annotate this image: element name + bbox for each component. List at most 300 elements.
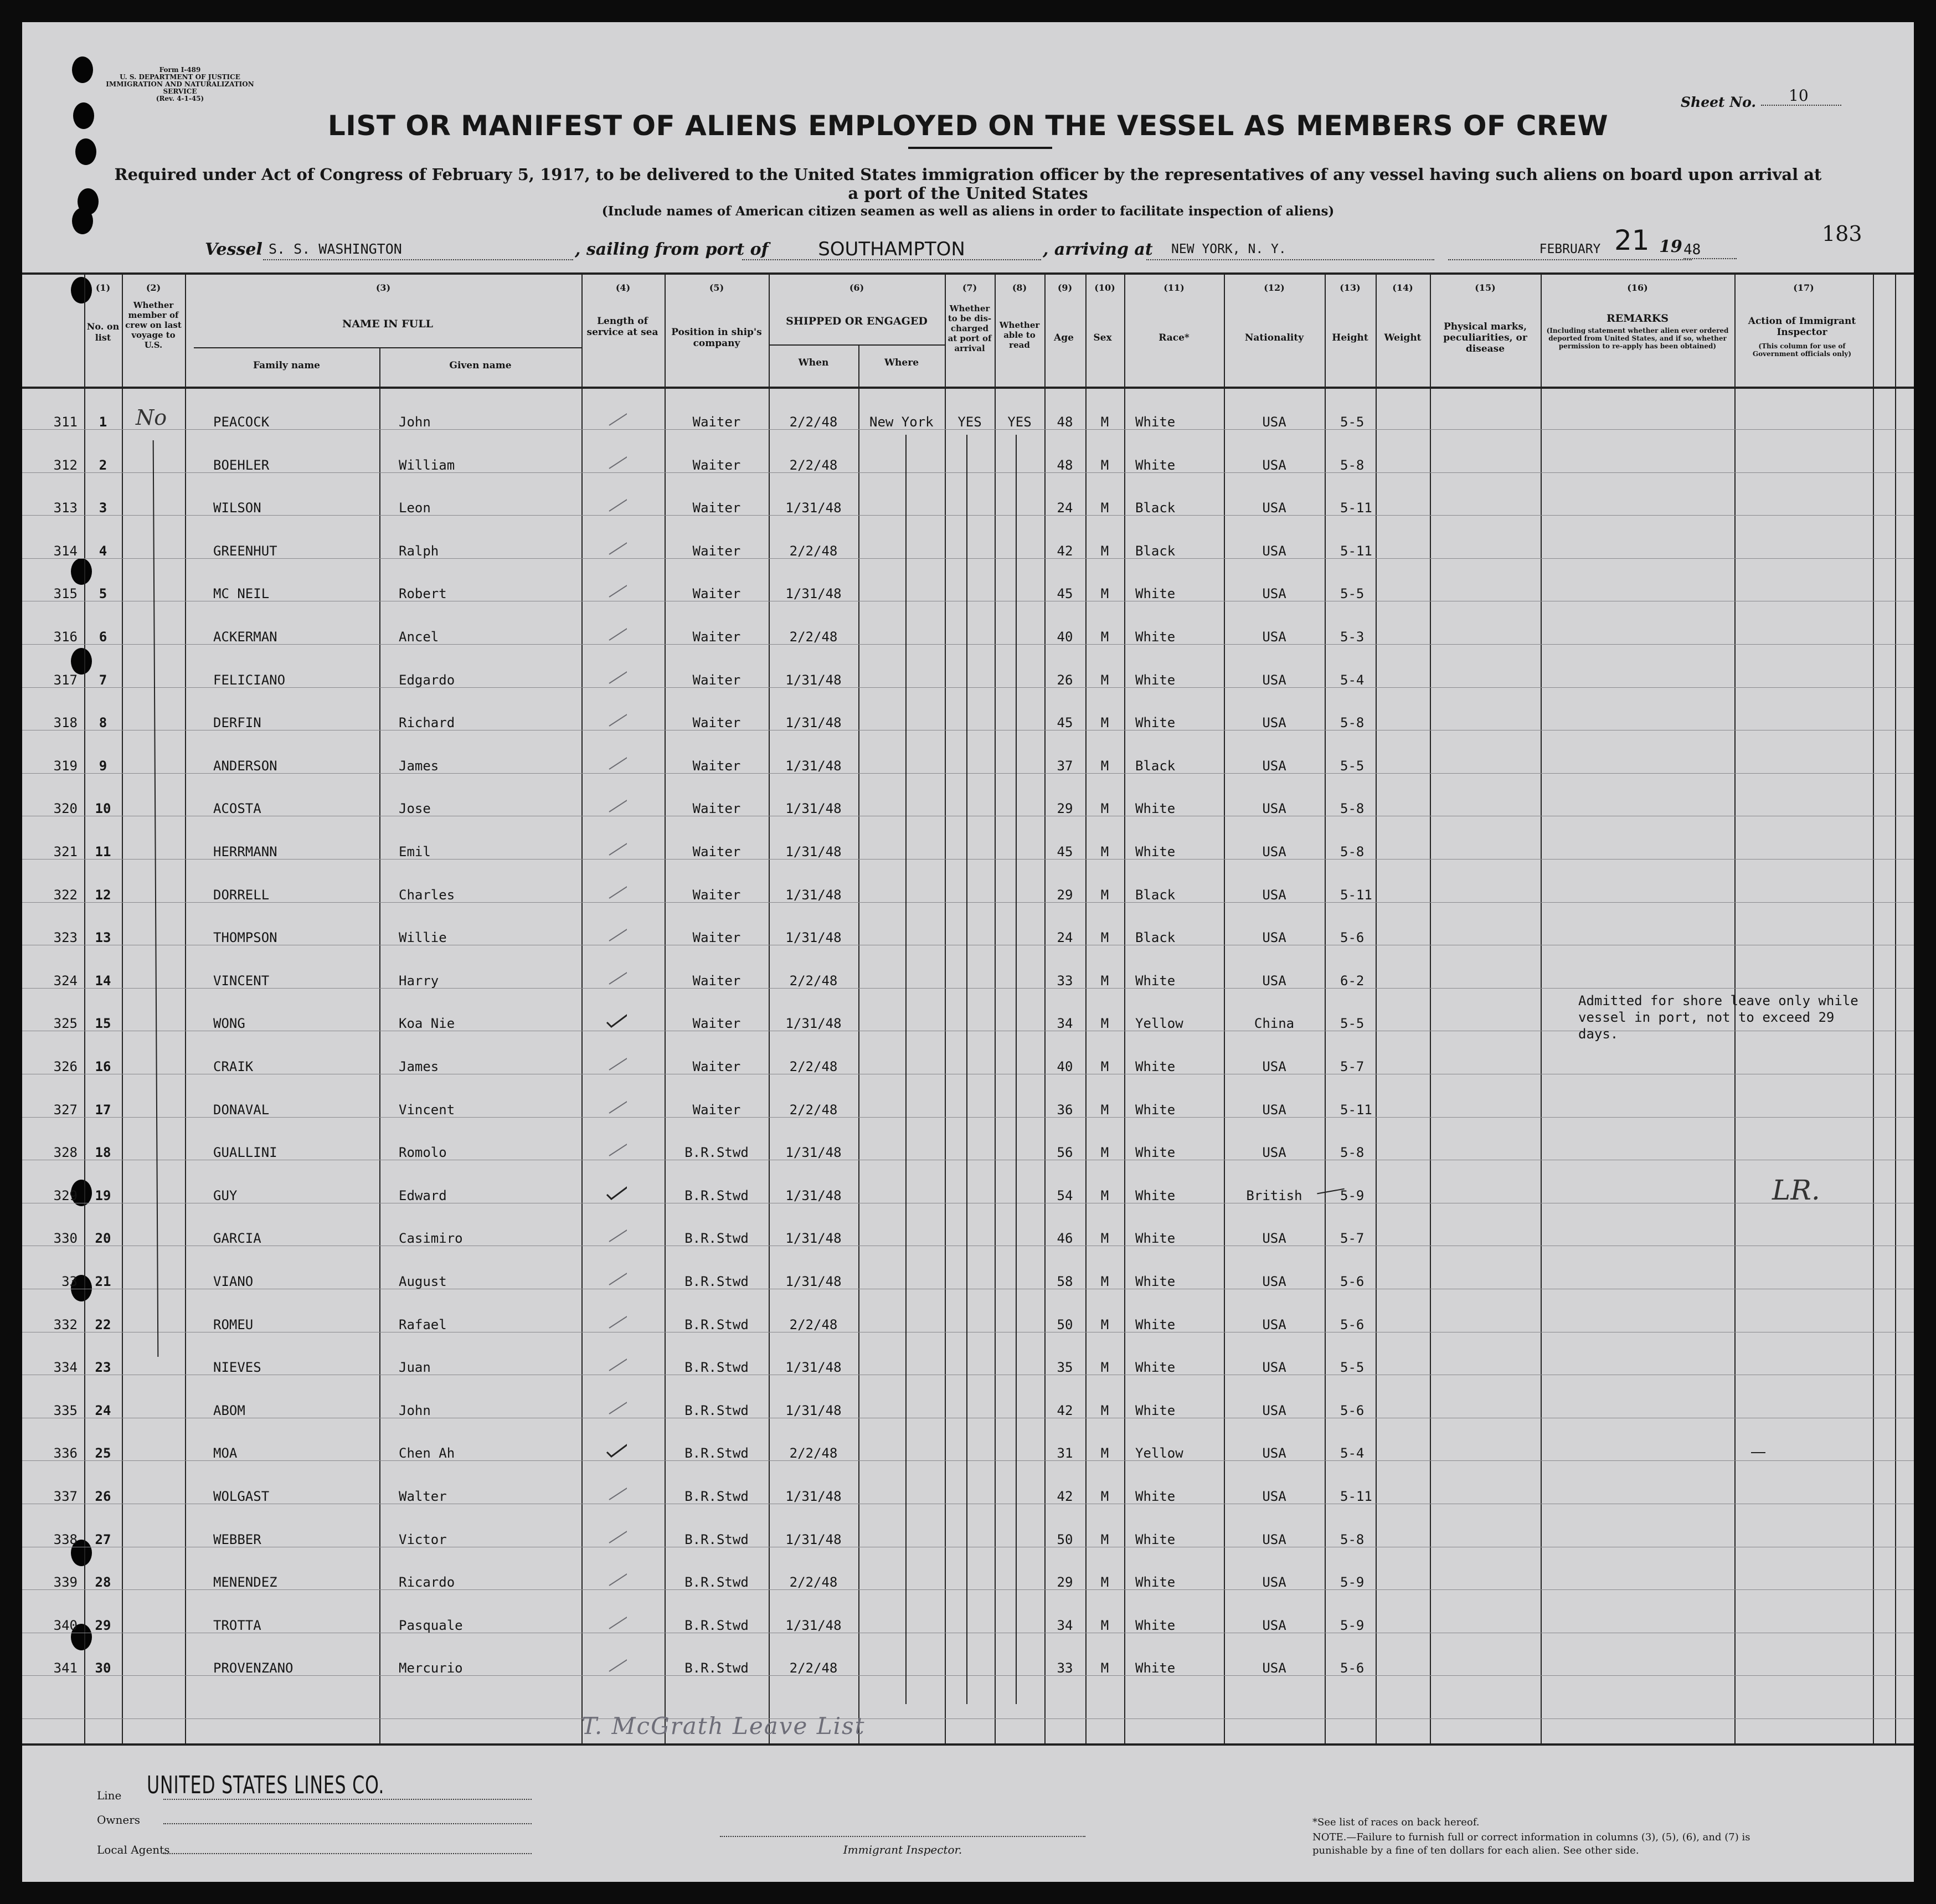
vessel-name: S. S. WASHINGTON	[263, 238, 573, 260]
page-title: LIST OR MANIFEST OF ALIENS EMPLOYED ON THE VESSEL AS MEMBERS OF CREW	[327, 110, 1609, 142]
header-service-at-sea: Length of service at sea	[586, 316, 658, 338]
shipped-when: 2/2/48	[789, 543, 838, 559]
ditto-line	[905, 435, 907, 1704]
height: 5-11	[1340, 1102, 1372, 1118]
column-number: (5)	[709, 282, 724, 293]
header-bottom-rule	[22, 387, 1914, 389]
margin-number: 339	[53, 1574, 78, 1591]
race: White	[1135, 1660, 1176, 1676]
shipped-when: 2/2/48	[789, 1574, 838, 1591]
header-position: Position in ship's company	[671, 327, 762, 349]
given-name: Edward	[399, 1187, 447, 1203]
shipped-when: 1/31/48	[785, 586, 842, 602]
header-where: Where	[884, 357, 919, 368]
margin-number: 337	[53, 1489, 78, 1504]
age: 56	[1057, 1145, 1073, 1161]
race: Black	[1135, 758, 1176, 774]
race: White	[1135, 1187, 1176, 1203]
age: 35	[1057, 1360, 1073, 1376]
column-divider	[1376, 272, 1377, 1746]
check-mark-icon	[604, 1524, 627, 1544]
sex: M	[1100, 972, 1109, 989]
margin-number: 336	[53, 1445, 78, 1462]
margin-number: 327	[53, 1102, 78, 1118]
column-divider	[1430, 272, 1431, 1746]
shipped-when: 1/31/48	[785, 500, 842, 516]
family-name: DORRELL	[213, 887, 270, 903]
race: White	[1135, 1531, 1176, 1547]
header-nationality: Nationality	[1244, 332, 1304, 343]
family-name: ANDERSON	[213, 758, 277, 774]
check-mark-icon	[604, 1223, 627, 1243]
column-divider	[84, 272, 85, 1746]
column-divider	[1085, 272, 1087, 1746]
given-name: Harry	[399, 972, 439, 989]
header-able-to-read: Whether able to read	[999, 320, 1040, 350]
sex: M	[1100, 1145, 1109, 1161]
check-mark-icon	[604, 1653, 627, 1673]
margin-number: 324	[53, 972, 78, 989]
check-mark-icon	[604, 1051, 627, 1071]
race: White	[1135, 457, 1176, 473]
age: 48	[1057, 414, 1073, 430]
height: 5-8	[1340, 457, 1365, 473]
family-name: WONG	[213, 1016, 245, 1032]
shipped-when: 1/31/48	[785, 801, 842, 817]
height: 5-5	[1340, 758, 1365, 774]
column-number: (13)	[1340, 282, 1361, 293]
family-name: PEACOCK	[213, 414, 270, 430]
nationality: USA	[1262, 586, 1286, 602]
race: White	[1135, 1402, 1176, 1418]
race: White	[1135, 1316, 1176, 1332]
margin-number: 322	[53, 887, 78, 903]
shipped-when: 1/31/48	[785, 1274, 842, 1289]
given-name: James	[399, 758, 439, 774]
given-name: Leon	[399, 500, 431, 516]
position: Waiter	[692, 801, 741, 817]
given-name: John	[399, 414, 431, 430]
row-rule	[22, 1718, 1914, 1719]
list-number: 30	[95, 1660, 111, 1676]
shipped-when: 1/31/48	[785, 1617, 842, 1633]
family-name: THOMPSON	[213, 930, 277, 946]
column-divider	[185, 272, 186, 1746]
binder-hole	[71, 648, 92, 675]
local-agents-label: Local Agents	[97, 1843, 170, 1856]
shipped-where: New York	[869, 414, 934, 430]
inspector-initials: LR.	[1772, 1174, 1820, 1206]
list-number: 26	[95, 1489, 111, 1504]
column-divider	[945, 272, 946, 1746]
check-mark-icon	[604, 450, 627, 470]
sex: M	[1100, 414, 1109, 430]
check-mark-icon	[604, 1438, 627, 1458]
family-name: HERRMANN	[213, 844, 277, 860]
shipped-when: 2/2/48	[789, 1445, 838, 1462]
age: 40	[1057, 1059, 1073, 1074]
shipped-when: 1/31/48	[785, 715, 842, 731]
check-mark-icon	[604, 1567, 627, 1587]
check-mark-icon	[604, 1008, 627, 1028]
check-mark-icon	[604, 922, 627, 942]
owners-field	[163, 1823, 532, 1824]
sex: M	[1100, 844, 1109, 860]
column-divider	[1895, 272, 1896, 1746]
page-number: 183	[1822, 222, 1862, 246]
sex: M	[1100, 543, 1109, 559]
given-name: Robert	[399, 586, 447, 602]
given-name: Ancel	[399, 629, 439, 645]
shipped-when: 1/31/48	[785, 1531, 842, 1547]
family-name: ACOSTA	[213, 801, 261, 817]
margin-number: 316	[53, 629, 78, 645]
check-mark-icon	[604, 621, 627, 641]
line-field	[163, 1799, 532, 1800]
binder-hole	[75, 138, 96, 165]
shipped-when: 2/2/48	[789, 414, 838, 430]
margin-number: 313	[53, 500, 78, 516]
family-name: CRAIK	[213, 1059, 254, 1074]
margin-number: 326	[53, 1059, 78, 1074]
nationality: USA	[1262, 801, 1286, 817]
column-divider	[1044, 272, 1046, 1746]
check-mark-icon	[604, 750, 627, 770]
check-mark-icon	[604, 1481, 627, 1501]
column-divider	[1873, 272, 1874, 1746]
shipped-when: 1/31/48	[785, 1016, 842, 1032]
shipped-when: 1/31/48	[785, 844, 842, 860]
list-number: 21	[95, 1274, 111, 1289]
family-name: ABOM	[213, 1402, 245, 1418]
given-name: Vincent	[399, 1102, 455, 1118]
age: 45	[1057, 586, 1073, 602]
position: B.R.Stwd	[684, 1231, 749, 1247]
margin-number: 332	[53, 1316, 78, 1332]
position: Waiter	[692, 586, 741, 602]
header-height: Height	[1332, 332, 1368, 343]
height: 5-8	[1340, 1531, 1365, 1547]
arriving-label: , arriving at	[1043, 240, 1153, 259]
age: 36	[1057, 1102, 1073, 1118]
header-discharged: Whether to be dis-charged at port of arrival	[948, 303, 992, 353]
nationality: China	[1254, 1016, 1295, 1032]
form-id-block	[94, 66, 266, 102]
nationality: USA	[1262, 1274, 1286, 1289]
discharged-answer: YES	[957, 414, 982, 430]
line-label: Line	[97, 1789, 122, 1802]
position: Waiter	[692, 672, 741, 688]
arriving-port: NEW YORK, N. Y.	[1146, 238, 1434, 260]
height: 5-8	[1340, 801, 1365, 817]
header-family-name: Family name	[253, 360, 321, 371]
nationality: USA	[1262, 1402, 1286, 1418]
header-no-on-list: No. on list	[86, 321, 120, 343]
shipped-subheader-rule	[769, 344, 945, 346]
margin-number: 323	[53, 930, 78, 946]
position: B.R.Stwd	[684, 1316, 749, 1332]
race: White	[1135, 1274, 1176, 1289]
family-name: PROVENZANO	[213, 1660, 294, 1676]
bottom-scrawl: T. McGrath Leave List	[581, 1712, 866, 1740]
inspector-label: Immigrant Inspector.	[843, 1843, 962, 1856]
age: 50	[1057, 1531, 1073, 1547]
race: White	[1135, 1489, 1176, 1504]
nationality: USA	[1262, 1231, 1286, 1247]
column-divider	[1541, 272, 1542, 1746]
position: Waiter	[692, 930, 741, 946]
position: Waiter	[692, 500, 741, 516]
given-name: Juan	[399, 1360, 431, 1376]
check-mark-icon	[604, 578, 627, 598]
header-race: Race*	[1158, 332, 1190, 343]
race: White	[1135, 1360, 1176, 1376]
form-number: Form I-489	[159, 66, 201, 74]
margin-number: 320	[53, 801, 78, 817]
header-inspector-action: Action of Immigrant Inspector	[1748, 316, 1856, 338]
sex: M	[1100, 629, 1109, 645]
nationality: USA	[1262, 1102, 1286, 1118]
sex: M	[1100, 1531, 1109, 1547]
height: 5-11	[1340, 887, 1372, 903]
legal-requirement-text: Required under Act of Congress of February 5, 1917, to be delivered to the United States immigration officer by the representatives of any vessel having such aliens on board upon arrival at a port of the United States	[114, 165, 1822, 203]
height: 5-6	[1340, 1402, 1365, 1418]
family-name: VINCENT	[213, 972, 270, 989]
position: B.R.Stwd	[684, 1274, 749, 1289]
check-mark-icon	[604, 1352, 627, 1372]
sex: M	[1100, 1445, 1109, 1462]
height: 5-7	[1340, 1059, 1365, 1074]
height: 5-6	[1340, 1660, 1365, 1676]
age: 26	[1057, 672, 1073, 688]
age: 29	[1057, 801, 1073, 817]
sex: M	[1100, 887, 1109, 903]
age: 46	[1057, 1231, 1073, 1247]
margin-number: 341	[53, 1660, 78, 1676]
height: 5-5	[1340, 1360, 1365, 1376]
form-revision: (Rev. 4-1-45)	[156, 95, 204, 102]
manifest-sheet	[22, 22, 1914, 1882]
column-number: (7)	[962, 282, 977, 293]
nationality: USA	[1262, 500, 1286, 516]
race: Black	[1135, 500, 1176, 516]
list-number: 16	[95, 1059, 111, 1074]
height: 5-4	[1340, 672, 1365, 688]
check-mark-icon	[604, 1094, 627, 1114]
race: White	[1135, 1145, 1176, 1161]
height: 5-6	[1340, 1274, 1365, 1289]
list-number: 22	[95, 1316, 111, 1332]
header-crew-last-voyage: Whether member of crew on last voyage to U.S.	[125, 300, 182, 350]
family-name: VIANO	[213, 1274, 254, 1289]
check-mark-icon	[604, 1309, 627, 1329]
list-number: 24	[95, 1402, 111, 1418]
family-name: DONAVAL	[213, 1102, 270, 1118]
margin-number: 311	[53, 414, 78, 430]
check-mark-icon	[604, 1610, 627, 1630]
header-age: Age	[1054, 332, 1074, 343]
race: White	[1135, 1231, 1176, 1247]
given-name: Edgardo	[399, 672, 455, 688]
shipped-when: 2/2/48	[789, 629, 838, 645]
height: 5-11	[1340, 500, 1372, 516]
column-divider	[665, 272, 666, 1746]
arrival-day: 21	[1614, 224, 1650, 256]
age: 34	[1057, 1617, 1073, 1633]
age: 42	[1057, 543, 1073, 559]
height: 5-9	[1340, 1617, 1365, 1633]
family-name: ACKERMAN	[213, 629, 277, 645]
age: 24	[1057, 930, 1073, 946]
list-number: 4	[99, 543, 107, 559]
margin-number: 33	[61, 1274, 78, 1289]
given-name: Jose	[399, 801, 431, 817]
race: Black	[1135, 543, 1176, 559]
column-number: (14)	[1392, 282, 1413, 293]
list-number: 23	[95, 1360, 111, 1376]
column-divider	[581, 272, 583, 1746]
sex: M	[1100, 758, 1109, 774]
race: White	[1135, 801, 1176, 817]
form-department: U. S. DEPARTMENT OF JUSTICE	[120, 73, 240, 81]
race: White	[1135, 972, 1176, 989]
given-name: Chen Ah	[399, 1445, 455, 1462]
family-name: WOLGAST	[213, 1489, 270, 1504]
nationality: USA	[1262, 1617, 1286, 1633]
given-name: Richard	[399, 715, 455, 731]
given-name: Ralph	[399, 543, 439, 559]
position: B.R.Stwd	[684, 1187, 749, 1203]
nationality: USA	[1262, 1489, 1286, 1504]
family-name: MC NEIL	[213, 586, 270, 602]
age: 50	[1057, 1316, 1073, 1332]
header-remarks-note: (Including statement whether alien ever ordered deported from United States, and if so, whether permission to re-apply has been obtained)	[1546, 327, 1729, 350]
race: White	[1135, 672, 1176, 688]
given-name: John	[399, 1402, 431, 1418]
position: Waiter	[692, 844, 741, 860]
shipped-when: 2/2/48	[789, 1059, 838, 1074]
column-divider	[769, 272, 770, 1746]
given-name: Willie	[399, 930, 447, 946]
position: B.R.Stwd	[684, 1402, 749, 1418]
height: 5-3	[1340, 629, 1365, 645]
nationality: USA	[1262, 1145, 1286, 1161]
list-number: 15	[95, 1016, 111, 1032]
sex: M	[1100, 1016, 1109, 1032]
sex: M	[1100, 930, 1109, 946]
given-name: Charles	[399, 887, 455, 903]
column-number: (12)	[1264, 282, 1285, 293]
given-name: Pasquale	[399, 1617, 463, 1633]
given-name: Rafael	[399, 1316, 447, 1332]
height: 5-11	[1340, 543, 1372, 559]
sheet-number: 10	[1761, 86, 1841, 106]
sex: M	[1100, 457, 1109, 473]
family-name: TROTTA	[213, 1617, 261, 1633]
given-name: James	[399, 1059, 439, 1074]
shipped-when: 2/2/48	[789, 972, 838, 989]
check-mark-icon	[604, 1266, 627, 1286]
list-number: 25	[95, 1445, 111, 1462]
margin-number: 329	[53, 1187, 78, 1203]
sex: M	[1100, 1059, 1109, 1074]
given-name: Mercurio	[399, 1660, 463, 1676]
list-number: 11	[95, 844, 111, 860]
age: 58	[1057, 1274, 1073, 1289]
margin-number: 319	[53, 758, 78, 774]
check-mark-icon	[604, 879, 627, 899]
shipped-when: 1/31/48	[785, 930, 842, 946]
age: 45	[1057, 844, 1073, 860]
shipped-when: 1/31/48	[785, 1360, 842, 1376]
column-divider	[995, 272, 996, 1746]
column-number: (15)	[1475, 282, 1496, 293]
header-name-in-full: NAME IN FULL	[342, 318, 433, 330]
nationality: USA	[1262, 715, 1286, 731]
title-underline	[908, 147, 1052, 149]
nationality: USA	[1262, 930, 1286, 946]
list-number: 19	[95, 1187, 111, 1203]
column-number: (2)	[146, 282, 161, 293]
margin-number: 330	[53, 1231, 78, 1247]
list-number: 14	[95, 972, 111, 989]
column-number: (8)	[1012, 282, 1027, 293]
shipped-when: 2/2/48	[789, 1316, 838, 1332]
binder-hole	[71, 558, 92, 585]
list-number: 17	[95, 1102, 111, 1118]
margin-number: 317	[53, 672, 78, 688]
position: Waiter	[692, 1059, 741, 1074]
position: Waiter	[692, 414, 741, 430]
nationality: USA	[1262, 543, 1286, 559]
nationality: USA	[1262, 844, 1286, 860]
column-divider	[122, 272, 123, 1746]
sailing-port: SOUTHAMPTON	[742, 238, 1041, 260]
check-mark-icon	[604, 1395, 627, 1415]
sex: M	[1100, 1402, 1109, 1418]
height: 5-11	[1340, 1489, 1372, 1504]
nationality: USA	[1262, 1660, 1286, 1676]
list-number: 12	[95, 887, 111, 903]
margin-number: 340	[53, 1617, 78, 1633]
family-name: GUY	[213, 1187, 238, 1203]
race: Yellow	[1135, 1445, 1183, 1462]
height: 5-5	[1340, 414, 1365, 430]
sex: M	[1100, 672, 1109, 688]
header-sex: Sex	[1093, 332, 1112, 343]
family-name: BOEHLER	[213, 457, 270, 473]
position: Waiter	[692, 758, 741, 774]
sex: M	[1100, 1617, 1109, 1633]
height: 5-5	[1340, 1016, 1365, 1032]
form-service: IMMIGRATION AND NATURALIZATION SERVICE	[106, 80, 254, 95]
margin-number: 321	[53, 844, 78, 860]
position: B.R.Stwd	[684, 1145, 749, 1161]
position: Waiter	[692, 457, 741, 473]
given-name: Walter	[399, 1489, 447, 1504]
shipped-when: 1/31/48	[785, 1187, 842, 1203]
column-divider	[1224, 272, 1225, 1746]
given-name: William	[399, 457, 455, 473]
column-number: (17)	[1793, 282, 1814, 293]
position: B.R.Stwd	[684, 1445, 749, 1462]
race: Black	[1135, 887, 1176, 903]
header-shipped-engaged: SHIPPED OR ENGAGED	[786, 315, 928, 327]
able-to-read-answer: YES	[1007, 414, 1032, 430]
arrival-month: FEBRUARY	[1448, 238, 1692, 260]
list-number: 28	[95, 1574, 111, 1591]
age: 24	[1057, 500, 1073, 516]
